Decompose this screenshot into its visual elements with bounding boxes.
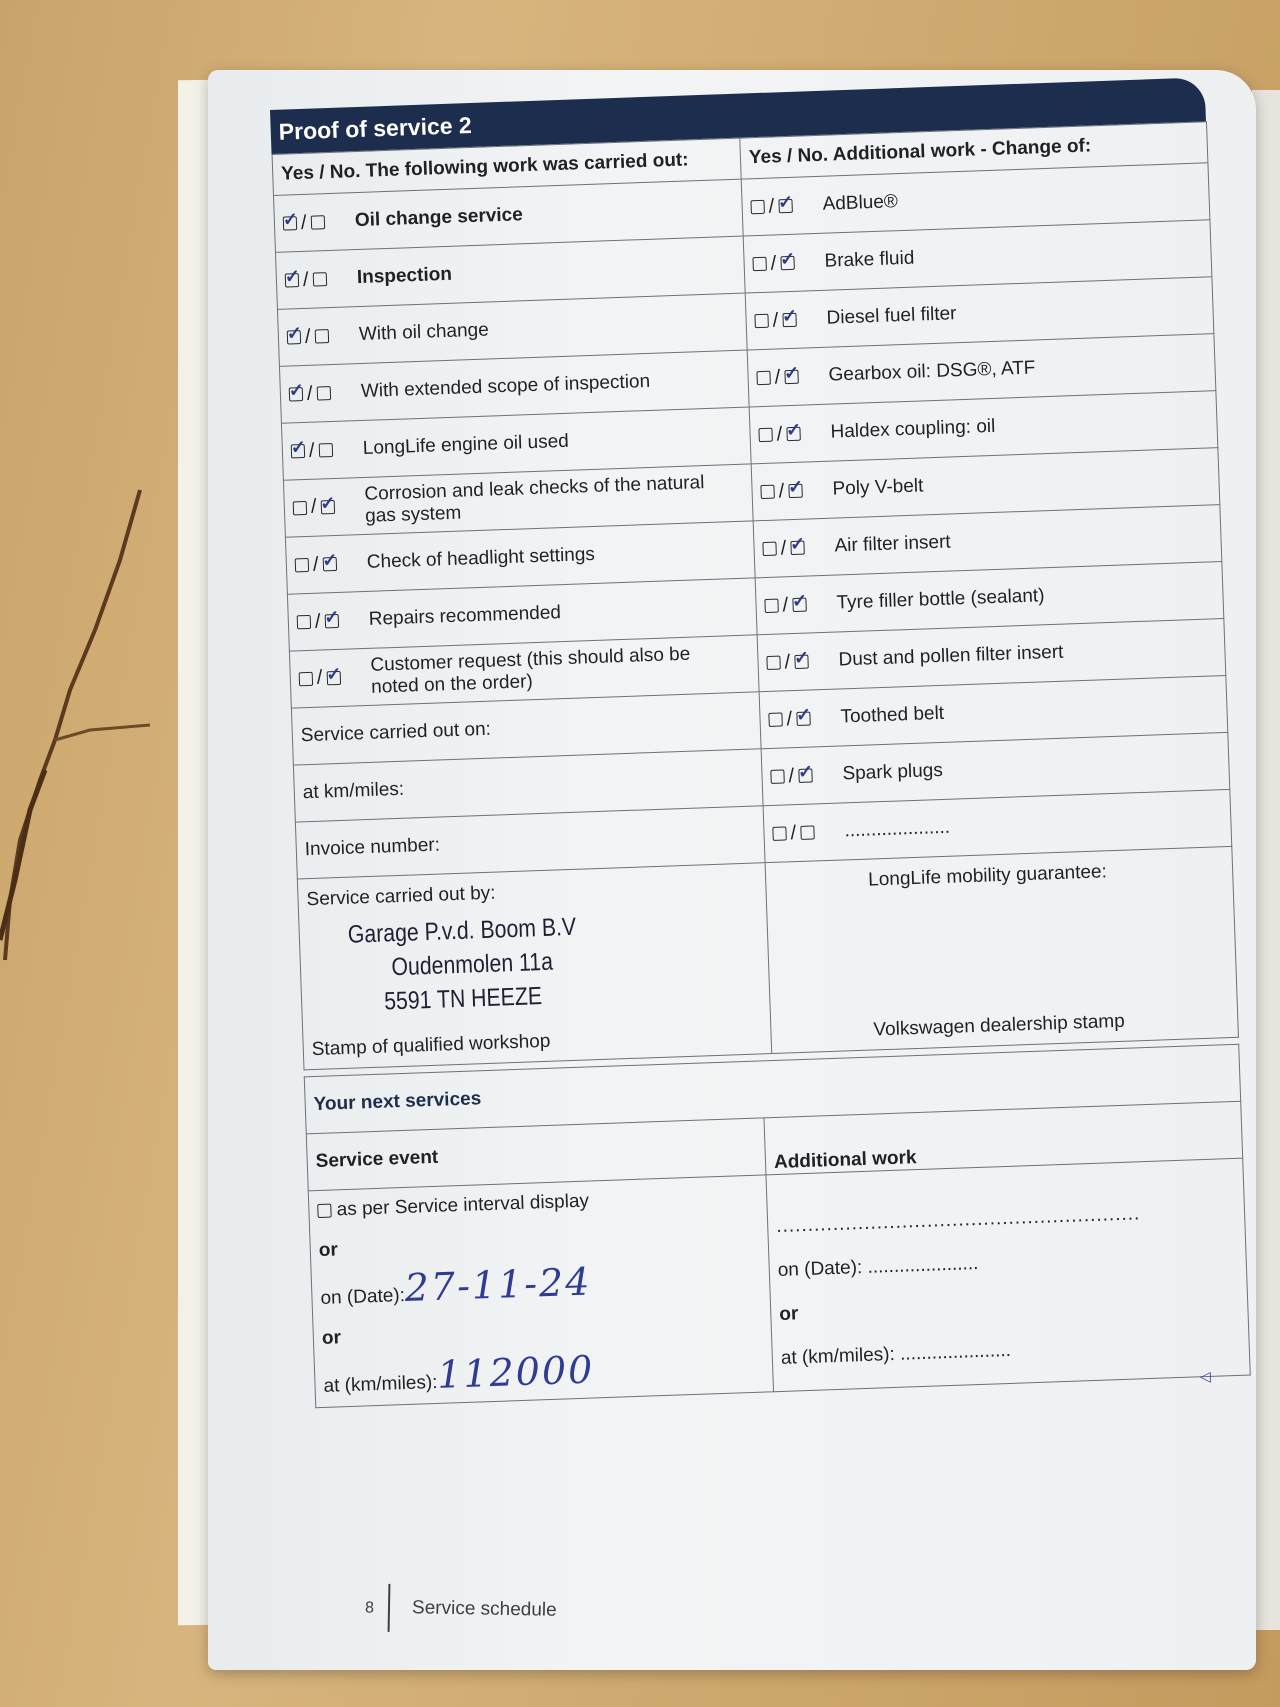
check-mark-icon: ✓	[783, 362, 800, 384]
right-column-header: Yes / No. Additional work - Change of:	[740, 122, 1208, 179]
checkbox-yes[interactable]	[758, 428, 772, 442]
next-services-table	[304, 1044, 1251, 1408]
yes-no-separator: /	[306, 382, 313, 405]
check-mark-icon: ✓	[797, 761, 814, 783]
footer-divider	[388, 1584, 391, 1632]
right-item-yes-no	[754, 307, 827, 332]
checkbox-yes[interactable]	[772, 827, 786, 841]
service-form	[270, 77, 1250, 1408]
right-item-yes-no	[760, 478, 833, 503]
left-item-label: LongLife engine oil used	[362, 431, 570, 460]
right-item-label: Gearbox oil: DSG®, ATF	[828, 357, 1036, 387]
left-item-label: Corrosion and leak checks of the natural gas system	[364, 472, 705, 527]
checkbox-no[interactable]	[797, 761, 814, 783]
check-mark-icon: ✓	[288, 380, 305, 401]
checkbox-no[interactable]	[781, 305, 798, 327]
checkbox-no[interactable]	[323, 607, 340, 628]
or-label: or	[778, 1303, 799, 1325]
check-mark-icon: ✓	[321, 550, 338, 571]
checkbox-yes[interactable]	[762, 542, 776, 556]
left-item-label: Customer request (this should also be noted on the order)	[370, 643, 691, 698]
page-footer	[350, 1583, 558, 1635]
checkbox-yes[interactable]	[299, 672, 313, 686]
checkbox-no[interactable]	[800, 826, 814, 840]
check-mark-icon: ✓	[777, 192, 794, 213]
next-date-value: 27-11-24	[403, 1259, 593, 1311]
checkbox-yes[interactable]	[297, 615, 311, 629]
left-item-yes-no	[296, 608, 369, 633]
right-item-yes-no	[772, 820, 845, 845]
checkbox-yes[interactable]	[764, 599, 778, 613]
or-label: or	[318, 1239, 339, 1261]
yes-no-separator: /	[778, 479, 785, 502]
stamp-line-1: Garage P.v.d. Boom B.V	[347, 912, 577, 949]
checkbox-no[interactable]	[793, 647, 810, 669]
right-item-label: Dust and pollen filter insert	[838, 642, 1064, 671]
guarantee-title: LongLife mobility guarantee:	[867, 861, 1108, 891]
checkbox-yes[interactable]	[750, 200, 764, 214]
right-item-label: Brake fluid	[824, 248, 915, 273]
yes-no-separator: /	[316, 666, 323, 689]
checkbox-no[interactable]	[314, 329, 328, 343]
check-mark-icon: ✓	[290, 437, 307, 458]
yes-no-separator: /	[304, 325, 311, 348]
check-mark-icon: ✓	[319, 492, 336, 514]
check-mark-icon: ✓	[325, 663, 342, 685]
checkbox[interactable]	[317, 1204, 331, 1218]
yes-no-separator: /	[310, 495, 317, 518]
stamp-line-2: Oudenmolen 11a	[391, 947, 554, 982]
workshop-stamp-cell	[297, 863, 771, 1070]
right-item-label: Spark plugs	[842, 760, 944, 785]
yes-no-separator: /	[772, 308, 779, 332]
checkbox-no[interactable]	[779, 248, 796, 270]
checkbox-yes[interactable]	[295, 558, 309, 572]
page-title: Proof of service 2	[270, 77, 1206, 154]
or-label: or	[321, 1327, 342, 1349]
right-item-label: Haldex coupling: oil	[830, 416, 996, 444]
next-km-value: 112000	[436, 1347, 595, 1397]
checkbox-yes[interactable]	[752, 257, 766, 271]
next-km-field[interactable]: at (km/miles):112000	[323, 1347, 595, 1397]
right-item-label: AdBlue®	[822, 191, 899, 216]
checkbox-no[interactable]	[319, 492, 336, 514]
checkbox-no[interactable]	[316, 386, 330, 400]
check-mark-icon: ✓	[781, 305, 798, 327]
checkbox-no[interactable]	[321, 550, 338, 571]
checkbox-no[interactable]	[325, 663, 342, 685]
checkbox-no[interactable]	[312, 272, 326, 286]
left-item-yes-no	[298, 665, 371, 690]
check-mark-icon: ✓	[789, 533, 806, 555]
check-mark-icon: ✓	[284, 266, 301, 287]
right-item-yes-no	[750, 193, 823, 218]
checkbox-yes[interactable]	[760, 485, 774, 499]
checkbox-no[interactable]	[791, 590, 808, 612]
check-mark-icon: ✓	[282, 209, 299, 230]
left-item-yes-no	[287, 324, 360, 349]
carried-out-by-label: Service carried out by:	[306, 882, 496, 911]
checkbox-yes[interactable]	[290, 437, 307, 458]
page-number: 8	[364, 1599, 375, 1617]
right-item-yes-no	[758, 421, 831, 446]
check-mark-icon: ✓	[286, 323, 303, 344]
right-item-label: Toothed belt	[840, 703, 945, 728]
checkbox-yes[interactable]	[293, 501, 307, 515]
checkbox-yes[interactable]	[756, 371, 770, 385]
right-item-label: Diesel fuel filter	[826, 303, 957, 330]
check-mark-icon: ✓	[779, 248, 796, 270]
yes-no-separator: /	[768, 194, 775, 218]
left-item-yes-no	[291, 437, 364, 462]
right-item-yes-no	[762, 535, 835, 560]
yes-no-separator: /	[776, 422, 783, 446]
right-item-label: Air filter insert	[834, 531, 952, 558]
check-mark-icon: ✓	[795, 704, 812, 726]
left-item-label: Check of headlight settings	[366, 544, 596, 574]
right-item-yes-no	[768, 706, 841, 731]
service-event-heading: Service event	[306, 1118, 766, 1191]
right-item-label: ....................	[844, 817, 951, 842]
wood-crack	[0, 480, 160, 1040]
left-item-label: Oil change service	[354, 204, 524, 232]
right-item-yes-no	[770, 763, 843, 788]
left-item-yes-no	[295, 551, 368, 576]
additional-work-line[interactable]: ..........................................................	[775, 1203, 1141, 1238]
additional-date-field[interactable]: on (Date): .....................	[777, 1252, 979, 1281]
check-mark-icon: ✓	[323, 607, 340, 628]
yes-no-separator: /	[790, 821, 797, 844]
workshop-stamp	[347, 910, 579, 1020]
right-item-yes-no	[752, 250, 825, 275]
field-km-miles[interactable]: at km/miles:	[293, 749, 763, 822]
left-item-yes-no	[283, 210, 356, 235]
next-date-field[interactable]: on (Date):27-11-24	[320, 1259, 593, 1311]
field-carried-out-on[interactable]: Service carried out on:	[291, 692, 761, 765]
left-item-label: With oil change	[358, 319, 490, 346]
yes-no-separator: /	[782, 593, 789, 616]
yes-no-separator: /	[302, 268, 309, 291]
additional-work-heading: Additional work	[764, 1101, 1243, 1175]
check-mark-icon: ✓	[785, 419, 802, 441]
dealer-stamp-cell	[765, 846, 1238, 1053]
left-item-label: Repairs recommended	[368, 602, 562, 631]
left-item-yes-no	[285, 267, 358, 292]
right-item-label: Tyre filler bottle (sealant)	[836, 585, 1045, 615]
right-item-yes-no	[764, 592, 837, 617]
yes-no-separator: /	[786, 707, 793, 730]
service-grid	[272, 121, 1239, 1070]
check-mark-icon: ✓	[787, 476, 804, 498]
checkbox-yes[interactable]	[770, 770, 784, 784]
check-mark-icon: ✓	[793, 647, 810, 669]
checkbox-yes[interactable]	[766, 656, 780, 670]
stamp-caption: Stamp of qualified workshop	[311, 1030, 551, 1061]
stamp-row	[297, 846, 1238, 1070]
dealer-stamp-caption: Volkswagen dealership stamp	[873, 1010, 1126, 1041]
checkbox-yes[interactable]	[282, 209, 299, 230]
yes-no-separator: /	[308, 439, 315, 462]
additional-work-cell	[766, 1158, 1250, 1392]
yes-no-separator: /	[300, 211, 307, 234]
field-invoice[interactable]: Invoice number:	[295, 806, 765, 879]
right-item-yes-no	[756, 364, 829, 389]
left-item-yes-no	[289, 381, 362, 406]
checkbox-no[interactable]	[789, 533, 806, 555]
checkbox-no[interactable]	[318, 443, 332, 457]
checkbox-no[interactable]	[787, 476, 804, 498]
check-mark-icon: ✓	[791, 590, 808, 612]
yes-no-separator: /	[314, 610, 321, 633]
checkbox-no[interactable]	[795, 704, 812, 726]
stamp-line-3: 5591 TN HEEZE	[383, 982, 543, 1016]
right-item-yes-no	[766, 649, 839, 674]
interval-option[interactable]: as per Service interval display	[317, 1176, 759, 1231]
yes-no-separator: /	[774, 365, 781, 389]
corner-triangle-icon: ◁	[1200, 1368, 1211, 1384]
yes-no-separator: /	[788, 764, 795, 787]
footer-section: Service schedule	[411, 1597, 557, 1621]
left-item-label: Inspection	[356, 264, 453, 289]
yes-no-separator: /	[770, 251, 777, 275]
checkbox-yes[interactable]	[768, 713, 782, 727]
checkbox-no[interactable]	[785, 419, 802, 441]
left-item-yes-no	[293, 494, 366, 519]
left-column-header: Yes / No. The following work was carried out:	[272, 138, 741, 195]
yes-no-separator: /	[784, 650, 791, 673]
checkbox-yes[interactable]	[284, 266, 301, 287]
right-item-label: Poly V-belt	[832, 475, 924, 501]
checkbox-no[interactable]	[783, 362, 800, 384]
yes-no-separator: /	[780, 536, 787, 559]
checkbox-no[interactable]	[310, 215, 324, 229]
yes-no-separator: /	[312, 553, 319, 576]
additional-km-field[interactable]: at (km/miles): .....................	[780, 1339, 1012, 1369]
service-event-cell	[308, 1175, 773, 1408]
checkbox-yes[interactable]	[288, 380, 305, 401]
checkbox-no[interactable]	[777, 192, 794, 213]
left-item-label: With extended scope of inspection	[360, 371, 651, 403]
next-services-heading: Your next services	[304, 1044, 1240, 1134]
checkbox-yes[interactable]	[286, 323, 303, 344]
checkbox-yes[interactable]	[754, 314, 768, 328]
